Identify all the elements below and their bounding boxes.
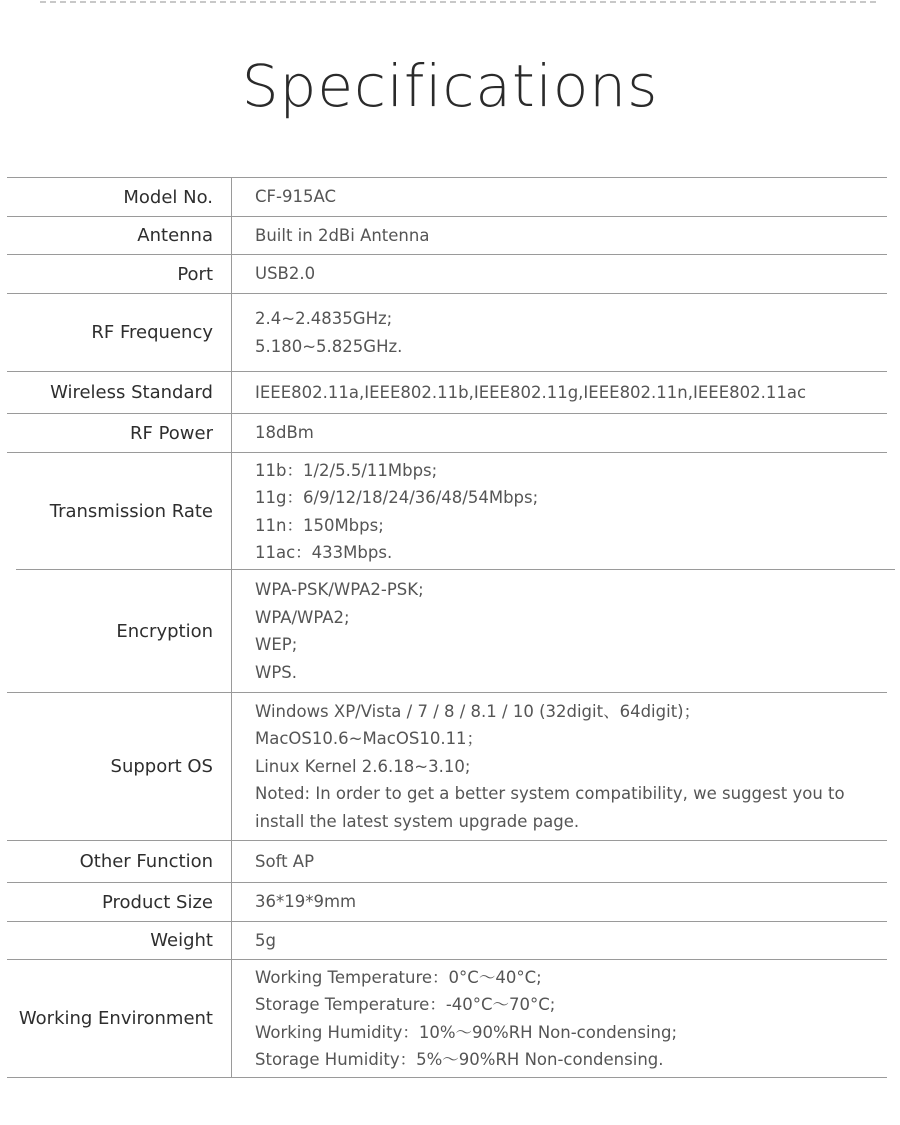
spec-value-line: Storage Temperature：-40°C～70°C; [255, 995, 556, 1014]
spec-value-line: Working Temperature：0°C～40°C; [255, 967, 542, 987]
spec-value-line: 11n：150Mbps; [255, 515, 384, 535]
spec-value-line: USB2.0 [255, 264, 316, 284]
spec-value-line: Built in 2dBi Antenna [255, 225, 430, 245]
spec-value-line: Storage Humidity：5%～90%RH Non-condensing. [255, 1050, 664, 1069]
spec-label: RF Frequency [7, 294, 232, 371]
spec-value [232, 294, 887, 371]
spec-label: Encryption [7, 570, 232, 692]
spec-value [232, 372, 887, 413]
spec-row-port [7, 255, 887, 294]
spec-value-line: 36*19*9mm [255, 892, 357, 912]
spec-label: Transmission Rate [7, 453, 232, 570]
spec-value [232, 960, 887, 1077]
spec-row-weight [7, 922, 887, 960]
spec-value-line: WPS. [255, 662, 297, 682]
spec-row-antenna [7, 217, 887, 255]
spec-value-line: 5.180~5.825GHz. [255, 336, 403, 356]
spec-value-line: WEP; [255, 635, 298, 654]
spec-value-line: Soft AP [255, 851, 315, 871]
spec-label: Weight [7, 922, 232, 959]
spec-value-line: 5g [255, 930, 276, 950]
spec-value [232, 414, 887, 452]
spec-value-line: Windows XP/Vista / 7 / 8 / 8.1 / 10 (32digit、64digit)； [255, 701, 701, 721]
spec-value-line: 11g：6/9/12/18/24/36/48/54Mbps; [255, 488, 539, 507]
spec-label: Model No. [7, 178, 232, 216]
spec-value-line: MacOS10.6~MacOS10.11； [255, 729, 484, 749]
spec-value-line: 11b：1/2/5.5/11Mbps; [255, 460, 438, 480]
spec-label: Antenna [7, 217, 232, 254]
spec-value [232, 883, 887, 921]
spec-row-transmission-rate [7, 453, 887, 570]
spec-value-line: 11ac：433Mbps. [255, 543, 393, 562]
spec-value [232, 217, 887, 254]
spec-value-line: WPA/WPA2; [255, 607, 350, 627]
spec-label: Port [7, 255, 232, 293]
spec-value [232, 693, 887, 840]
spec-value-line: Noted: In order to get a better system compatibility, we suggest you to install the latest system upgrade page. [255, 784, 845, 831]
spec-label: Product Size [7, 883, 232, 921]
spec-value-line: Linux Kernel 2.6.18~3.10; [255, 756, 471, 776]
spec-label: Support OS [7, 693, 232, 840]
spec-label: Other Function [7, 841, 232, 882]
spec-row-wireless-standard [7, 372, 887, 414]
spec-row-rf-frequency [7, 294, 887, 372]
spec-row-other-function [7, 841, 887, 883]
spec-row-rf-power [7, 414, 887, 453]
spec-row-encryption [7, 570, 887, 693]
spec-value-line: IEEE802.11a,IEEE802.11b,IEEE802.11g,IEEE802.11n,IEEE802.11ac [255, 382, 807, 402]
spec-value [232, 922, 887, 959]
spec-label: Working Environment [7, 960, 232, 1077]
spec-value-line: WPA-PSK/WPA2-PSK; [255, 580, 424, 599]
spec-label: RF Power [7, 414, 232, 452]
spec-value-line: CF-915AC [255, 187, 336, 207]
spec-row-product-size [7, 883, 887, 922]
spec-row-support-os [7, 693, 887, 841]
spec-value [232, 178, 887, 216]
spec-value [232, 453, 887, 570]
top-dashed-divider [40, 1, 876, 3]
spec-value [232, 255, 887, 293]
spec-value-line: 18dBm [255, 423, 314, 443]
spec-value [232, 841, 887, 882]
spec-value-line: Working Humidity：10%～90%RH Non-condensing; [255, 1022, 678, 1042]
spec-label: Wireless Standard [7, 372, 232, 413]
spec-table [7, 177, 887, 1078]
spec-value-line: 2.4~2.4835GHz; [255, 309, 393, 328]
spec-value [232, 570, 887, 692]
spec-row-model [7, 178, 887, 217]
spec-row-working-environment [7, 960, 887, 1078]
page-title: Specifications [241, 52, 659, 120]
